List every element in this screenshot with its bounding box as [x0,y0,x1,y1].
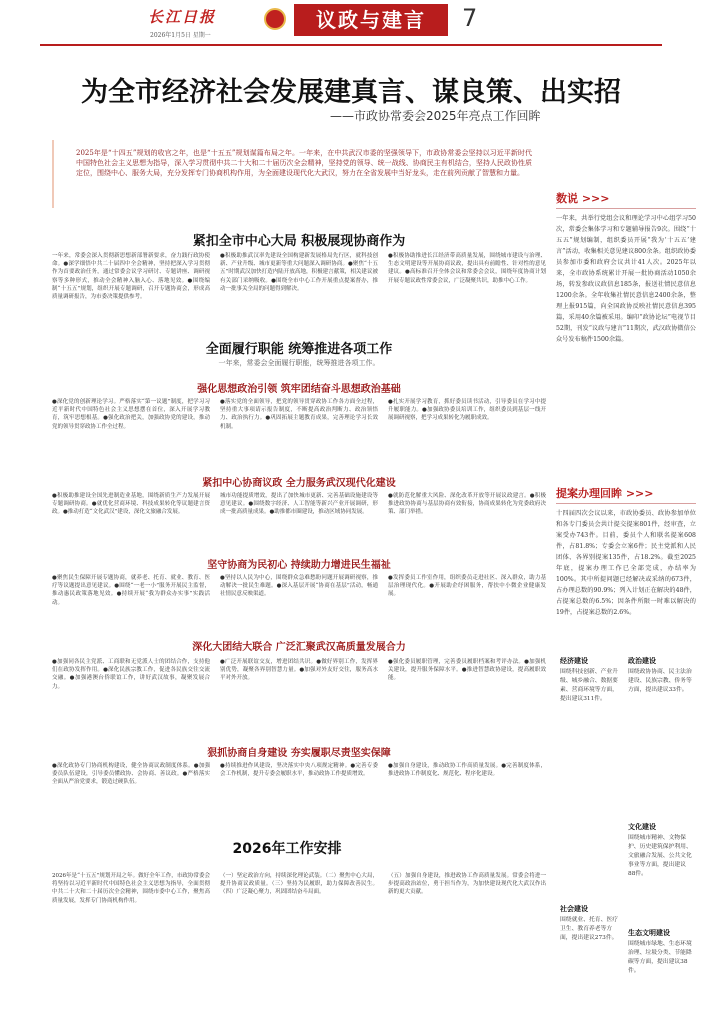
box-text: 围绕就业、托育、医疗卫生、教育养老等方面，提出建议273件。 [560,917,618,941]
article-column: 城市功能提质增效，提出了加快城市更新、完善基础设施建设等意见建议。●围绕数字经济、人工智能等新兴产业开展调研，形成一批高质量成果。●助推都市圈建设，推动区域协同发展。 [220,493,378,516]
article-column: 2026年是“十五五”规划开局之年。做好全年工作，市政协常委会将坚持以习近平新时代中国特色社会主义思想为指导，全面贯彻中共二十大和二十届历次全会精神，围绕市委中心工作，聚焦高质量发展，发挥专门协商机构作用。 [52,873,210,904]
subheadline: ——市政协常委会2025年亮点工作回眸 [330,109,541,123]
article-column: ●加强自身建设，推动政协工作高质量发展。●完善制度体系，推进政协工作制度化、规范化、程序化建设。 [388,763,546,778]
section-heading-4: 紧扣中心协商议政 全力服务武汉现代化建设 [202,478,396,489]
article-column: ●落实党的全面领导，把党的领导贯穿政协工作各方面全过程，坚持重大事项请示报告制度，不断提高政治判断力、政治领悟力、政治执行力。●巩固拓展主题教育成果，完善理论学习长效机制。 [220,399,378,430]
emblem-icon [264,8,286,30]
article-column: ●深化政协专门协商机构建设，健全协商议政制度体系。●加强委员队伍建设，引导委员懂政协、会协商、善议政。●严格落实全面从严治党要求，锻造过硬队伍。 [52,763,210,786]
article-column: ●发挥委员工作室作用，组织委员走进社区、深入群众，助力基层治理现代化。●开展助企纾困服务，帮扶中小微企业健康发展。 [388,575,546,598]
intro-paragraph: 2025年是“十四五”规划的收官之年，也是“十五五”规划谋篇布局之年。一年来，在中共武汉市委的坚强领导下，市政协常委会坚持以习近平新时代中国特色社会主义思想为指导，深入学习贯彻中共二十大和二十届历次全会精神，坚持党的领导、统一战线、协商民主有机结合，坚持人民政协性质定位，围绕中心、服务大局，充分发挥专门协商机构作用，为全面建设现代化大武汉，努力在全省发展中当好龙头，走在前列贡献了智慧和力量。 [76,149,532,177]
section-heading-2: 全面履行职能 统筹推进各项工作 [205,342,393,357]
article-column: ●就防范化解重大风险、深化改革开放等开展议政建言。●积极推进政协协商与基层协商有效衔接，协商成果转化为党委政府决策、部门举措。 [388,493,546,516]
article-column: 一年来，常委会深入贯彻新思想新部署新要求，奋力践行政协使命。●深学细悟中共二十届四中全会精神，坚持把深入学习贯彻作为首要政治任务，通过常委会议学习研讨、专题讲座、调研视察等多种形式，推动全会精神入脑入心、落地见效。●围绕编制“十五五”规划，组织开展专题调研，召开专题协商会，形成高质量调研报告，为市委决策提供参考。 [52,253,210,301]
article-column: ●深化党的创新理论学习。严格落实“第一议题”制度，把学习习近平新时代中国特色社会主义思想摆在首位，深入开展学习教育，筑牢思想根基。●强化政治把关，加强政协党的建设，推动党的领导贯穿政协工作全过程。 [52,399,210,430]
article-column: ●聚焦民生保障开展专题协商，就养老、托育、就业、教育、医疗等议题提出意见建议。●围绕“一老一小”服务开展民主监督，推动惠民政策落地见效。●持续开展“我为群众办实事”实践活动。 [52,575,210,606]
article-column: ●坚持以人民为中心，围绕群众急难愁盼问题开展调研视察，推动解决一批民生难题。●深入基层开展“协商在基层”活动，畅通社情民意反映渠道。 [220,575,378,598]
main-article [52,208,546,1014]
article-column: （五）加强自身建设，推进政协工作高质量发展。常委会将进一步提高政治站位，勇于担当作为，为加快建设现代化大武汉作出新的更大贡献。 [388,873,546,896]
page-number: 7 [462,4,478,32]
headline: 为全市经济社会发展建真言、谋良策、出实招 [81,77,621,108]
article-column: ●积极助推建设全国先进制造业基地，围绕新质生产力发展开展专题调研协商。●就优化营商环境、科技成果转化等议题建言资政。●推动打造“文化武汉”建设，深化文旅融合发展。 [52,493,210,516]
box-text: 围绕政协协商、民主法治建设、民族宗教、侨务等方面，提出建议33件。 [628,669,692,693]
header-rule [40,44,662,46]
column-name: 议政与建言 [294,4,448,36]
proposals-text: 十四届四次会议以来，市政协委员、政协参加单位和各专门委员会共计提交提案801件，经审查，立案受办743件。目前，委员个人和联名提案608件，占81.8%；专委会立案6件；民主党派和人民团体、各界别提案135件，占18.2%。截至2025年底，提案办理工作已全部完成，办结率为100%。其中所提问题已经解决或采纳的673件，占办理总数的90.9%；列入计划正在解决的48件，占提案总数的6.5%；因条件所限一时难以解决的19件，占提案总数的2.6%。 [556,510,696,616]
box-text: 围绕科技创新、产业升级、城乡融合、数据要素、营商环境等方面，提出建议311件。 [560,669,618,702]
numbers-heading: 数说 >>> [556,190,696,209]
box-title: 文化建设 [628,823,656,831]
section-heading-6: 深化大团结大联合 广泛汇聚武汉高质量发展合力 [192,642,406,653]
article-column: （一）坚定政治方向，持续深化理论武装。（二）聚焦中心大局，提升协商议政质量。（三）坚持为民履职，助力保障改善民生。（四）广泛凝心聚力，巩固团结奋斗局面。 [220,873,378,896]
article-column: ●积极助推武汉率先建设全国构建新发展格局先行区，就科技创新、产业升级、城市更新等重大问题深入调研协商。●聚焦“十五五”时期武汉加快打造内陆开放高地，积极建言献策，相关建议被有关部门采纳吸收。●围绕全市中心工作开展重点提案督办，推动一批事关全局的问题得到解决。 [220,253,378,292]
box-title: 经济建设 [560,657,588,665]
section-heading-7: 狠抓协商自身建设 夯实履职尽责坚实保障 [207,748,391,759]
numbers-text: 一年来，共举行党组会议和理论学习中心组学习50次，常委会集体学习和专题辅导报告9次。围绕“十五五”规划编制，组织委员开展“我为‘十五五’建言”活动，收集相关意见建议800余条。组织政协委员参加市委和政府会议共计41人次。2025年以来，全市政协系统累计开展一批协商活动1050余场，转发参政议政信息185条，报送社情民意信息1200余条。全年收集社情民意信息2400余条，整理上报915篇，向全国政协反映社情民意信息395篇，采用40余篇被采用。编印“政协论坛”电视节目52期，刊发“议政与建言”11期次，武汉政协微信公众号发布稿件1500余篇。 [556,215,696,343]
box-title: 生态文明建设 [628,929,670,937]
article-column: ●扎实开展学习教育，抓好委员读书活动，引导委员在学习中提升履职能力。●加强政协委员培训工作，组织委员到基层一线开展调研视察，把学习成果转化为履职成效。 [388,399,546,422]
section-heading-1: 紧扣全市中心大局 积极展现协商作为 [192,234,406,249]
section-heading-8: 2026年工作安排 [232,841,342,857]
section-heading-5: 坚守协商为民初心 持续助力增进民生福祉 [207,560,391,571]
dateline: 2026年1月5日 星期一 [150,32,211,39]
article-column: ●广泛开展联谊交友，增进团结共识。●做好界别工作，发挥界别优势，凝聚各界别智慧力量。●加强对外友好交往，服务高水平对外开放。 [220,659,378,682]
proposals-heading: 提案办理回眸 >>> [556,485,696,504]
box-title: 政治建设 [628,657,656,665]
newspaper-logo: 长江日报 [148,8,217,26]
box-text: 围绕城市绿地、生态环境治理、垃圾分类、节能降碳等方面，提出建议38件。 [628,941,692,974]
box-text: 围绕城市精神、文物保护、历史建筑保护利用、文旅融合发展、公共文化事业等方面，提出建议88件。 [628,835,692,877]
article-column: ●强化委员履职管理，完善委员履职档案和考评办法。●加强机关建设，提升服务保障水平。●推进智慧政协建设，提高履职效能。 [388,659,546,682]
section-caption: 一年来，常委会全面履行职能，统筹推进各项工作。 [218,359,380,367]
article-column: ●加强同各民主党派、工商联和无党派人士的团结合作，支持他们在政协发挥作用。●深化民族宗教工作，促进各民族交往交流交融。●加强港澳台侨联谊工作，讲好武汉故事，凝聚发展合力。 [52,659,210,690]
article-column: ●持续推进作风建设，坚决落实中央八项规定精神。●完善专委会工作机制，提升专委会履职水平，推动政协工作提质增效。 [220,763,378,778]
section-heading-3: 强化思想政治引领 筑牢团结奋斗思想政治基础 [197,384,401,395]
box-title: 社会建设 [560,905,588,913]
article-column: ●积极协助推进长江经济带高质量发展，围绕城市建设与治理、生态文明建设等开展协商议政，提出具有前瞻性、针对性的意见建议。●高标准召开全体会议和常委会会议，围绕年度协商计划开展专题议政性常委会议，广泛凝聚共识，助推中心工作。 [388,253,546,284]
masthead [0,0,702,42]
